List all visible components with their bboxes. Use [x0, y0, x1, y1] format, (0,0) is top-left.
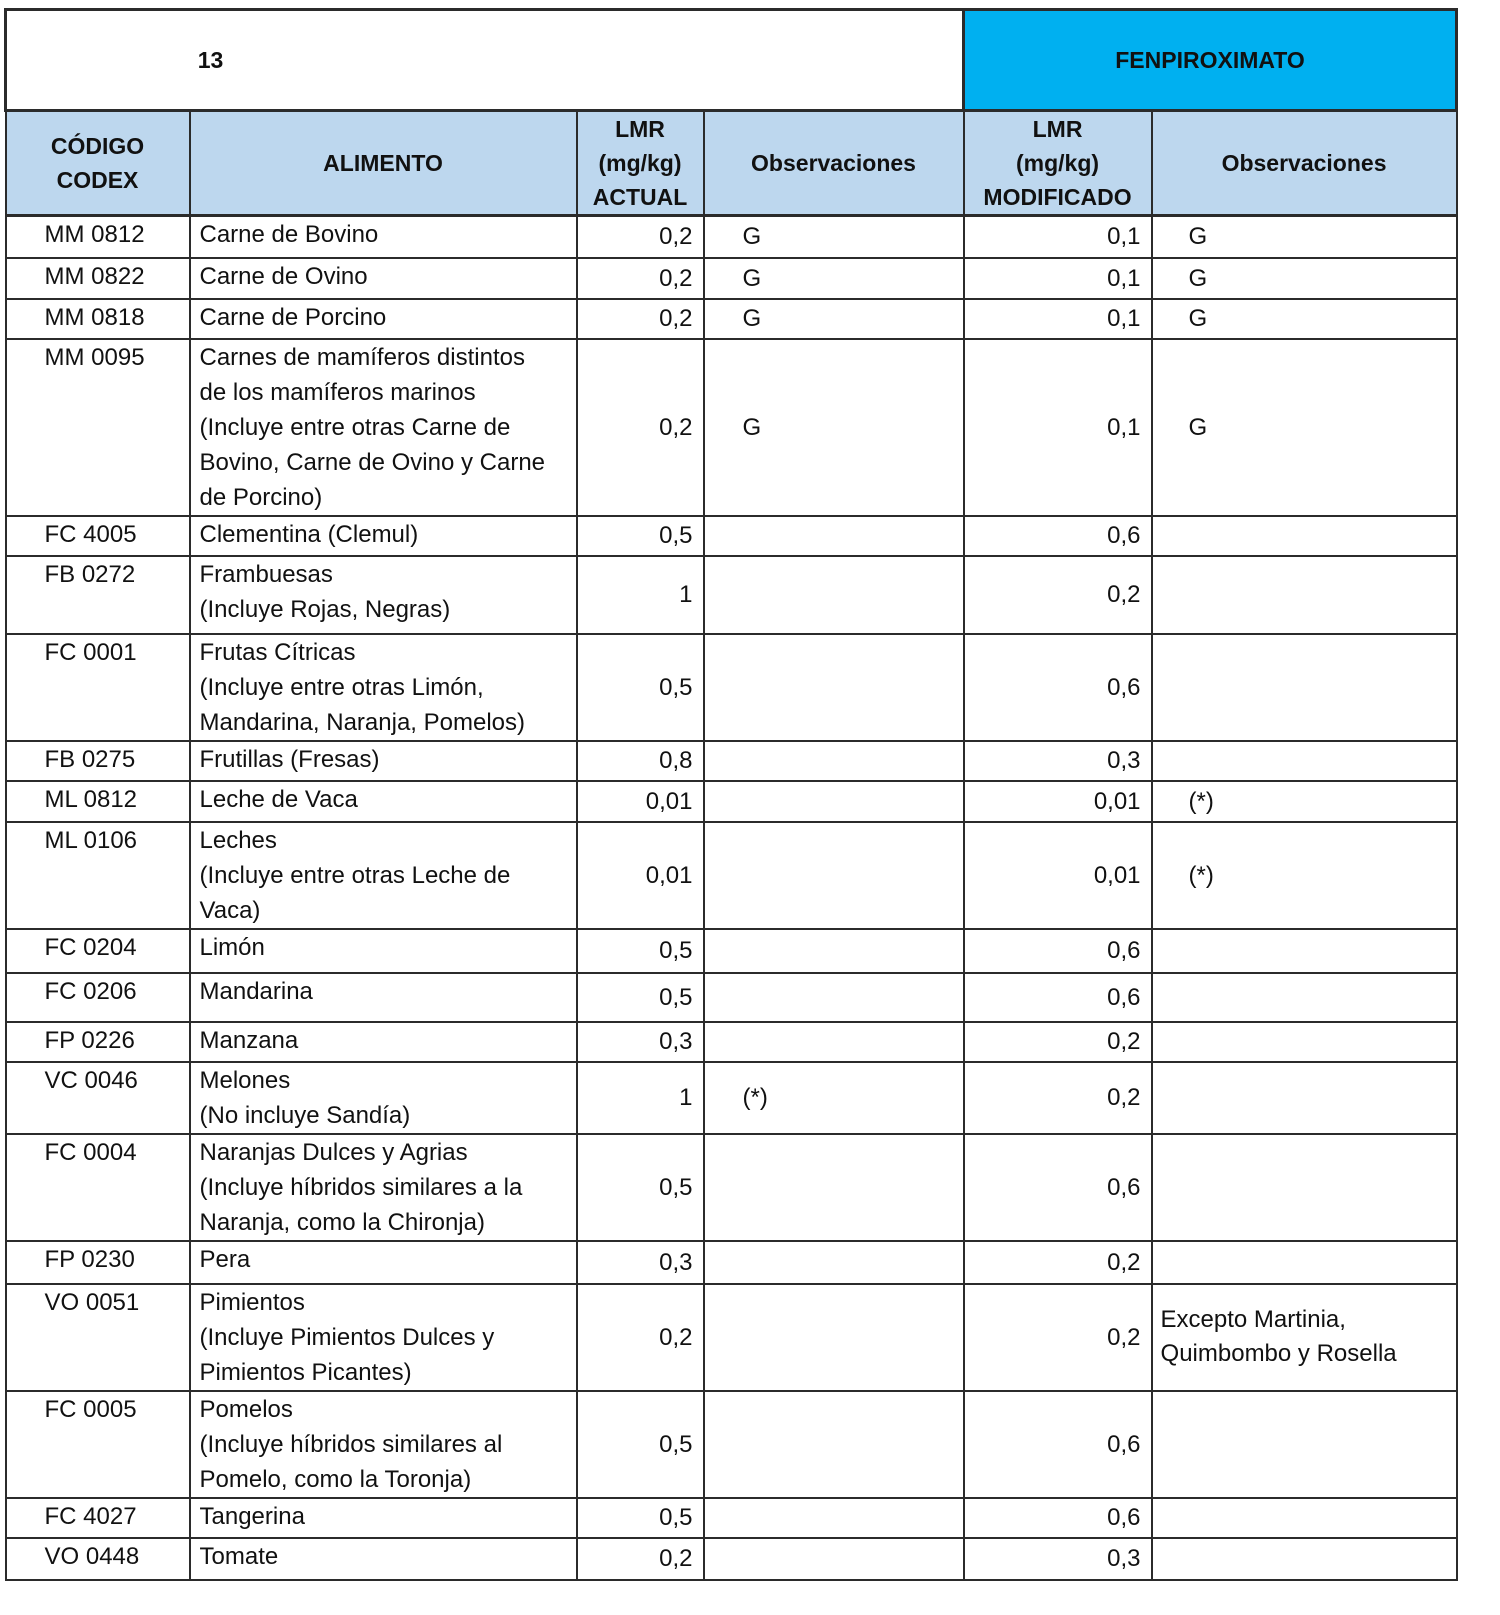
observaciones-modificado	[1152, 1538, 1457, 1580]
lmr-modificado: 0,2	[964, 1022, 1152, 1062]
text-line: Leches	[199, 826, 277, 854]
text-line: G	[1188, 413, 1208, 441]
table-number: 13	[197, 46, 224, 73]
observaciones-actual: (*)	[704, 1062, 964, 1134]
codex-code: FB 0272	[6, 556, 190, 634]
text-line: G	[1188, 223, 1208, 251]
substance-name: FENPIROXIMATO	[1115, 46, 1305, 73]
lmr-modificado: 0,6	[964, 1498, 1152, 1538]
lmr-actual: 0,2	[577, 258, 704, 299]
observaciones-modificado	[1152, 1391, 1457, 1498]
table-row	[6, 556, 1457, 634]
food-name	[190, 516, 577, 556]
food-name	[190, 216, 577, 258]
header-observaciones-modificado	[1152, 111, 1457, 216]
lmr-modificado: 0,2	[964, 556, 1152, 634]
codex-code: FC 0206	[6, 973, 190, 1022]
lmr-actual: 0,5	[577, 634, 704, 741]
lmr-actual: 0,2	[577, 339, 704, 516]
food-name	[190, 1241, 577, 1284]
observaciones-actual	[704, 1022, 964, 1062]
table-row	[6, 1134, 1457, 1241]
food-name	[190, 973, 577, 1022]
observaciones-modificado	[1152, 1498, 1457, 1538]
text-line: Frutillas (Fresas)	[199, 745, 380, 773]
observaciones-modificado	[1152, 299, 1457, 339]
header-line: CÓDIGO	[50, 133, 145, 159]
table-row	[6, 634, 1457, 741]
observaciones-modificado	[1152, 973, 1457, 1022]
food-name	[190, 634, 577, 741]
observaciones-modificado	[1152, 216, 1457, 258]
header-codigo-codex	[6, 111, 190, 216]
text-line: Pimientos	[199, 1288, 305, 1316]
text-line: (Incluye entre otras Leche de	[199, 861, 511, 889]
text-line: Bovino, Carne de Ovino y Carne	[199, 448, 546, 476]
lmr-actual: 0,3	[577, 1022, 704, 1062]
header-line: ALIMENTO	[323, 150, 443, 176]
text-line: Carne de Ovino	[199, 262, 368, 290]
table-row	[6, 822, 1457, 929]
text-line: Manzana	[199, 1026, 299, 1054]
table-row	[6, 973, 1457, 1022]
text-line: Pera	[199, 1245, 251, 1273]
header-lmr-actual	[577, 111, 704, 216]
lmr-modificado: 0,1	[964, 258, 1152, 299]
lmr-actual: 0,01	[577, 781, 704, 822]
lmr-modificado: 0,6	[964, 1391, 1152, 1498]
observaciones-modificado	[1152, 1022, 1457, 1062]
food-name	[190, 929, 577, 973]
lmr-modificado: 0,6	[964, 1134, 1152, 1241]
text-line: (Incluye entre otras Limón,	[199, 673, 484, 701]
text-line: Frutas Cítricas	[199, 638, 356, 666]
lmr-modificado: 0,1	[964, 299, 1152, 339]
text-line: (*)	[1188, 861, 1214, 889]
lmr-modificado: 0,3	[964, 741, 1152, 781]
lmr-actual: 0,5	[577, 973, 704, 1022]
text-line: Carne de Bovino	[199, 221, 379, 248]
table-row	[6, 1498, 1457, 1538]
header-observaciones-actual	[704, 111, 964, 216]
header-line: Observaciones	[1221, 150, 1387, 176]
text-line: (Incluye híbridos similares a la	[199, 1173, 523, 1201]
text-line: Leche de Vaca	[199, 785, 358, 813]
lmr-actual: 0,3	[577, 1241, 704, 1284]
lmr-actual: 0,5	[577, 1134, 704, 1241]
lmr-table	[4, 8, 1458, 1581]
header-line: Observaciones	[751, 150, 916, 176]
header-line: (mg/kg)	[598, 150, 682, 176]
observaciones-modificado	[1152, 1241, 1457, 1284]
text-line: Frambuesas	[199, 560, 333, 588]
food-name	[190, 1134, 577, 1241]
codex-code: ML 0812	[6, 781, 190, 822]
text-line: G	[1188, 305, 1208, 332]
observaciones-actual	[704, 1284, 964, 1391]
lmr-actual: 0,5	[577, 1391, 704, 1498]
lmr-modificado: 0,6	[964, 634, 1152, 741]
text-line: (Incluye entre otras Carne de	[199, 413, 511, 441]
table-row	[6, 781, 1457, 822]
food-name	[190, 1391, 577, 1498]
table-number-cell	[6, 10, 964, 111]
text-line: de Porcino)	[199, 483, 323, 511]
lmr-actual: 1	[577, 556, 704, 634]
table-row	[6, 1391, 1457, 1498]
food-name	[190, 556, 577, 634]
food-name	[190, 741, 577, 781]
lmr-modificado: 0,01	[964, 822, 1152, 929]
codex-code: FC 4027	[6, 1498, 190, 1538]
codex-code: VO 0051	[6, 1284, 190, 1391]
text-line: Carne de Porcino	[199, 303, 387, 331]
observaciones-actual: G	[704, 216, 964, 258]
lmr-actual: 1	[577, 1062, 704, 1134]
codex-code: FP 0230	[6, 1241, 190, 1284]
text-line: Excepto Martinia,	[1160, 1306, 1346, 1333]
codex-code: FC 0005	[6, 1391, 190, 1498]
column-header-row	[6, 111, 1457, 216]
text-line: Tangerina	[199, 1502, 305, 1530]
codex-code: VO 0448	[6, 1538, 190, 1580]
text-line: Tomate	[199, 1542, 279, 1570]
lmr-actual: 0,8	[577, 741, 704, 781]
text-line: Quimbombo y Rosella	[1160, 1340, 1397, 1367]
food-name	[190, 258, 577, 299]
text-line: Pimientos Picantes)	[199, 1358, 412, 1386]
table-row	[6, 929, 1457, 973]
observaciones-actual	[704, 822, 964, 929]
header-line: ACTUAL	[592, 184, 688, 210]
codex-code: MM 0822	[6, 258, 190, 299]
codex-code: FC 4005	[6, 516, 190, 556]
table-row	[6, 216, 1457, 258]
header-line: CODEX	[56, 167, 139, 193]
text-line: Mandarina, Naranja, Pomelos)	[199, 708, 525, 736]
codex-code: VC 0046	[6, 1062, 190, 1134]
lmr-modificado: 0,6	[964, 516, 1152, 556]
table-row	[6, 741, 1457, 781]
header-lmr-modificado	[964, 111, 1152, 216]
food-name	[190, 1538, 577, 1580]
observaciones-actual	[704, 634, 964, 741]
lmr-modificado: 0,1	[964, 216, 1152, 258]
observaciones-modificado	[1152, 741, 1457, 781]
observaciones-modificado	[1152, 258, 1457, 299]
table-row	[6, 1062, 1457, 1134]
text-line: Clementina (Clemul)	[199, 520, 419, 548]
text-line: Pomelos	[199, 1395, 293, 1423]
text-line: Vaca)	[199, 896, 261, 924]
lmr-modificado: 0,6	[964, 929, 1152, 973]
text-line: Naranjas Dulces y Agrias	[199, 1138, 468, 1166]
codex-code: MM 0812	[6, 216, 190, 258]
observaciones-actual	[704, 1538, 964, 1580]
text-line: Limón	[199, 933, 265, 961]
observaciones-modificado	[1152, 822, 1457, 929]
food-name	[190, 781, 577, 822]
observaciones-modificado	[1152, 929, 1457, 973]
observaciones-actual	[704, 929, 964, 973]
codex-code: ML 0106	[6, 822, 190, 929]
codex-code: FB 0275	[6, 741, 190, 781]
observaciones-actual	[704, 973, 964, 1022]
observaciones-actual: G	[704, 339, 964, 516]
observaciones-actual	[704, 741, 964, 781]
table-row	[6, 1241, 1457, 1284]
lmr-actual: 0,2	[577, 216, 704, 258]
header-line: (mg/kg)	[1016, 150, 1100, 176]
table-row	[6, 339, 1457, 516]
lmr-actual: 0,01	[577, 822, 704, 929]
codex-code: FC 0004	[6, 1134, 190, 1241]
text-line: de los mamíferos marinos	[199, 378, 476, 406]
lmr-modificado: 0,01	[964, 781, 1152, 822]
text-line: (*)	[1188, 787, 1214, 815]
text-line: Pomelo, como la Toronja)	[199, 1465, 472, 1493]
text-line: (No incluye Sandía)	[199, 1101, 411, 1129]
table-row	[6, 1284, 1457, 1391]
header-line: LMR	[615, 116, 665, 142]
lmr-modificado: 0,2	[964, 1062, 1152, 1134]
food-name	[190, 1022, 577, 1062]
table-row	[6, 1538, 1457, 1580]
codex-code: FP 0226	[6, 1022, 190, 1062]
food-name	[190, 1062, 577, 1134]
observaciones-actual	[704, 1134, 964, 1241]
observaciones-modificado	[1152, 339, 1457, 516]
observaciones-actual	[704, 516, 964, 556]
food-name	[190, 299, 577, 339]
text-line: G	[1188, 264, 1208, 292]
observaciones-modificado	[1152, 556, 1457, 634]
observaciones-modificado	[1152, 634, 1457, 741]
observaciones-actual	[704, 1391, 964, 1498]
observaciones-actual	[704, 1498, 964, 1538]
lmr-modificado: 0,1	[964, 339, 1152, 516]
text-line: Mandarina	[199, 977, 313, 1005]
observaciones-modificado	[1152, 1062, 1457, 1134]
lmr-actual: 0,2	[577, 299, 704, 339]
food-name	[190, 339, 577, 516]
observaciones-modificado	[1152, 516, 1457, 556]
codex-code: FC 0001	[6, 634, 190, 741]
lmr-actual: 0,5	[577, 1498, 704, 1538]
codex-code: MM 0818	[6, 299, 190, 339]
lmr-modificado: 0,6	[964, 973, 1152, 1022]
observaciones-modificado	[1152, 1284, 1457, 1391]
codex-code: FC 0204	[6, 929, 190, 973]
text-line: (Incluye Rojas, Negras)	[199, 595, 451, 623]
text-line: (Incluye híbridos similares al	[199, 1430, 503, 1458]
food-name	[190, 822, 577, 929]
header-line: LMR	[1032, 116, 1083, 142]
codex-code: MM 0095	[6, 339, 190, 516]
header-alimento	[190, 111, 577, 216]
table-row	[6, 516, 1457, 556]
observaciones-actual: G	[704, 299, 964, 339]
food-name	[190, 1284, 577, 1391]
title-row	[6, 10, 1457, 111]
observaciones-actual	[704, 556, 964, 634]
lmr-actual: 0,5	[577, 929, 704, 973]
table-row	[6, 258, 1457, 299]
lmr-actual: 0,2	[577, 1538, 704, 1580]
observaciones-modificado	[1152, 1134, 1457, 1241]
observaciones-modificado	[1152, 781, 1457, 822]
lmr-actual: 0,5	[577, 516, 704, 556]
table-row	[6, 299, 1457, 339]
lmr-modificado: 0,2	[964, 1241, 1152, 1284]
header-line: MODIFICADO	[983, 184, 1132, 210]
text-line: (Incluye Pimientos Dulces y	[199, 1323, 495, 1351]
observaciones-actual: G	[704, 258, 964, 299]
lmr-actual: 0,2	[577, 1284, 704, 1391]
observaciones-actual	[704, 1241, 964, 1284]
table-row	[6, 1022, 1457, 1062]
observaciones-actual	[704, 781, 964, 822]
text-line: Naranja, como la Chironja)	[199, 1208, 485, 1236]
text-line: Carnes de mamíferos distintos	[199, 343, 525, 371]
food-name	[190, 1498, 577, 1538]
lmr-modificado: 0,2	[964, 1284, 1152, 1391]
text-line: Melones	[199, 1066, 291, 1094]
substance-name-cell	[964, 10, 1457, 111]
lmr-modificado: 0,3	[964, 1538, 1152, 1580]
